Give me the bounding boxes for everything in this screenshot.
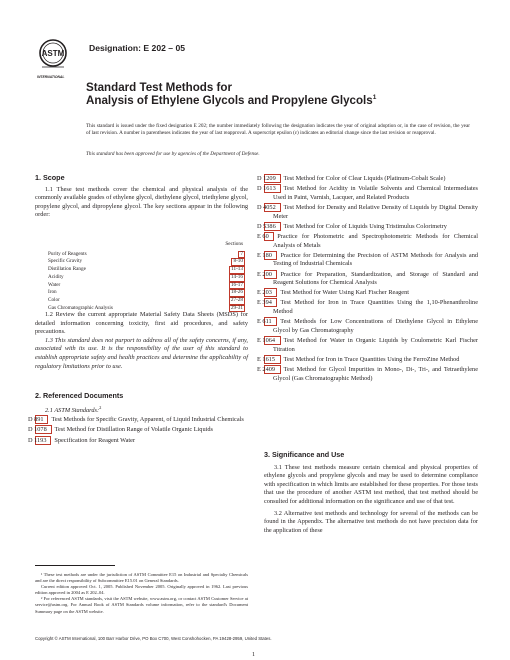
reference-title: Test Method for Iron in Trace Quantities Using the FerroZine Method — [283, 355, 460, 363]
reference-item — [257, 174, 478, 184]
reference-item — [257, 232, 478, 250]
significance-heading: 3. Significance and Use — [264, 450, 345, 459]
refdocs-subheading — [35, 404, 248, 416]
reference-item — [257, 298, 478, 316]
scope-continued — [35, 311, 248, 371]
section-row — [48, 266, 245, 274]
reference-code-link[interactable]: E 394 — [264, 298, 277, 307]
section-row — [48, 274, 245, 282]
reference-item — [257, 222, 478, 232]
reference-title: Specification for Reagent Water — [54, 436, 136, 444]
reference-title: Test Method for Density and Relative Density of Liquids by Digital Density Meter — [273, 203, 478, 220]
title-line-1: Standard Test Methods for — [86, 81, 233, 94]
sections-header: Sections — [225, 241, 243, 247]
reference-title: Test Method for Iron in Trace Quantities Using the 1,10-Phenanthroline Method — [273, 299, 478, 316]
logo-text: ASTM — [41, 49, 65, 58]
reference-item — [257, 336, 478, 354]
section-link[interactable]: 14-16 — [230, 273, 243, 280]
issue-note: This standard is issued under the fixed designation E 202; the number immediately following the designation indicates the year of original adoption or, in the case of revision, the year of last revision. A number in parentheses indicates the year of last reapproval. A superscript epsilon (ε) indicates an editorial change since the last revision or reapproval. — [86, 123, 470, 137]
astm-logo — [38, 36, 68, 76]
refdocs-footnote-mark: 2 — [99, 404, 102, 410]
reference-title: Test Methods for Specific Gravity, Apparent, of Liquid Industrial Chemicals — [51, 416, 244, 424]
right-reference-list — [257, 174, 478, 383]
section-name: Specific Gravity — [48, 258, 83, 265]
reference-code-link[interactable]: D 4052 — [264, 203, 281, 212]
reference-item — [257, 355, 478, 365]
section-row — [48, 258, 245, 266]
designation: Designation: E 202 – 05 — [89, 43, 185, 53]
copyright-line: Copyright © ASTM International, 100 Barr Harbor Drive, PO Box C700, West Conshohocken, PA 19428-2959, United States. — [35, 636, 272, 641]
section-name: Color — [48, 296, 60, 303]
scope-section — [35, 174, 248, 220]
title-footnote-mark: 1 — [372, 94, 377, 102]
reference-item — [28, 425, 248, 435]
reference-item — [28, 415, 248, 425]
reference-item — [257, 184, 478, 202]
right-reference-list-container — [257, 174, 478, 384]
logo-subtext: INTERNATIONAL — [37, 75, 65, 79]
reference-title: Practice for Determining the Precision of ASTM Methods for Analysis and Testing of Industrial Chemicals — [273, 251, 478, 268]
reference-title: Practice for Photometric and Spectrophotometric Methods for Chemical Analysis of Metals — [273, 232, 478, 249]
reference-item — [28, 436, 248, 446]
footnote-2: ² For referenced ASTM standards, visit the ASTM website, www.astm.org, or contact ASTM Customer Service at service@astm.org. For Annual Book of ASTM Standards volume information, refer to the standard's Document Summary page on the ASTM website. — [35, 596, 248, 614]
astm-standards-label: 2.1 ASTM Standards: — [45, 406, 100, 414]
reference-title: Test Methods for Low Concentrations of Diethylene Glycol in Ethylene Glycol by Gas Chromatography — [273, 318, 478, 334]
section-link[interactable]: 11-13 — [231, 266, 243, 273]
significance-paragraph-2: 3.2 Alternative test methods and technology for several of the methods can be found in the Appendix. The alternative test methods do not have precision data for the application of these — [264, 509, 478, 534]
section-link[interactable]: 18-26 — [230, 289, 243, 296]
section-link[interactable]: 7 — [240, 250, 243, 257]
reference-item — [257, 288, 478, 298]
reference-title: Test Method for Glycol Impurities in Mono-, Di-, Tri-, and Tetraethylene Glycol (Gas Chromatographic Method) — [273, 366, 478, 382]
section-row — [48, 289, 245, 297]
section-name: Water — [48, 281, 61, 288]
section-link[interactable]: 8-10 — [233, 258, 243, 265]
title-line-2 — [86, 94, 376, 107]
reference-item — [257, 270, 478, 288]
section-row — [48, 297, 245, 305]
section-name: Purity of Reagents — [48, 250, 87, 257]
section-row — [48, 282, 245, 290]
section-name: Acidity — [48, 273, 64, 280]
section-link[interactable]: 29-31 — [230, 304, 243, 311]
reference-code-link[interactable]: E 60 — [264, 232, 274, 241]
reference-title: Test Method for Water Using Karl Fischer Reagent — [280, 289, 409, 297]
section-link[interactable]: 27-28 — [230, 296, 243, 303]
reference-code-link[interactable]: E 1615 — [264, 355, 281, 364]
footnote-1b: Current edition approved Oct. 1, 2005. Published November 2005. Originally approved in 1962. Last previous edition approved in 2004 as E 202–04. — [35, 584, 248, 596]
significance-paragraph-1: 3.1 These test methods measure certain chemical and physical properties of ethylene glycols and propylene glycols and may be used to determine compliance with specification in which limits are established for these properties. For those tests that use the procedure of another ASTM test method, that test method should be consulted for additional information on the significance and use of that test. — [264, 463, 478, 505]
reference-title: Test Method for Water in Organic Liquids by Coulometric Karl Fischer Titration — [273, 337, 478, 353]
footnotes — [35, 572, 248, 615]
title-text: Analysis of Ethylene Glycols and Propylene Glycols — [86, 94, 373, 107]
reference-code-link[interactable]: D 5386 — [264, 222, 281, 231]
reference-code-link[interactable]: E 203 — [264, 288, 277, 297]
scope-paragraph-2: 1.2 Review the current appropriate Material Safety Data Sheets (MSDS) for detailed information concerning toxicity, first aid procedures, and safety precautions. — [35, 311, 248, 336]
reference-code-link[interactable]: D 1209 — [264, 174, 281, 183]
reference-code-link[interactable]: E 1064 — [264, 336, 281, 345]
footnote-1: ¹ These test methods are under the jurisdiction of ASTM Committee E15 on Industrial and Specialty Chemicals and are the direct responsibility of Subcommittee E15.01 on General Standards. — [35, 572, 248, 584]
section-name: Gas Chromatographic Analysis — [48, 304, 113, 311]
reference-code-link[interactable]: E 2409 — [264, 365, 281, 374]
reference-code-link[interactable]: D 1078 — [35, 425, 52, 434]
reference-title: Practice for Preparation, Standardization, and Storage of Standard and Reagent Solutions for Chemical Analysis — [273, 270, 478, 287]
reference-title: Test Method for Acidity in Volatile Solvents and Chemical Intermediates Used in Paint, Varnish, Lacquer, and Related Products — [273, 185, 478, 201]
reference-item — [257, 251, 478, 269]
section-name: Distillation Range — [48, 266, 86, 273]
scope-heading: 1. Scope — [35, 173, 65, 182]
sections-list — [48, 251, 245, 313]
scope-paragraph-3: 1.3 This standard does not purport to address all of the safety concerns, if any, associated with its use. It is the responsibility of the user of this standard to establish appropriate safety and health practices and determine the applicability of regulatory limitations prior to use. — [35, 336, 248, 370]
reference-title: Test Method for Distillation Range of Volatile Organic Liquids — [54, 426, 213, 434]
reference-item — [257, 203, 478, 221]
reference-code-link[interactable]: D 1193 — [35, 436, 51, 445]
reference-item — [257, 317, 478, 335]
reference-title: Test Method for Color of Liquids Using Tristimulus Colorimetry — [283, 222, 447, 230]
page-number: 1 — [252, 651, 256, 658]
defense-note: This standard has been approved for use by agencies of the Department of Defense. — [86, 151, 260, 157]
reference-code-link[interactable]: E 200 — [264, 270, 277, 279]
reference-title: Test Method for Color of Clear Liquids (Platinum-Cobalt Scale) — [283, 175, 446, 182]
reference-code-link[interactable]: D 1613 — [264, 184, 281, 193]
reference-code-link[interactable]: E 180 — [264, 251, 277, 260]
refdocs-heading: 2. Referenced Documents — [35, 391, 124, 400]
reference-item — [257, 365, 478, 383]
reference-code-link[interactable]: D 891 — [35, 415, 48, 424]
referenced-documents — [28, 391, 248, 446]
section-link[interactable]: 16-17 — [230, 281, 243, 288]
section-name: Iron — [48, 289, 57, 296]
scope-paragraph-1: 1.1 These test methods cover the chemical and physical analysis of the commonly available grades of ethylene glycol, diethylene glycol, triethylene glycol, propylene glycol, and dipropylene glycol. The key sections appear in the following order: — [35, 185, 248, 219]
sections-table — [48, 241, 245, 312]
footnote-rule — [35, 565, 115, 566]
left-reference-list — [28, 415, 248, 445]
reference-code-link[interactable]: E 611 — [264, 317, 277, 326]
significance-section — [264, 451, 478, 535]
